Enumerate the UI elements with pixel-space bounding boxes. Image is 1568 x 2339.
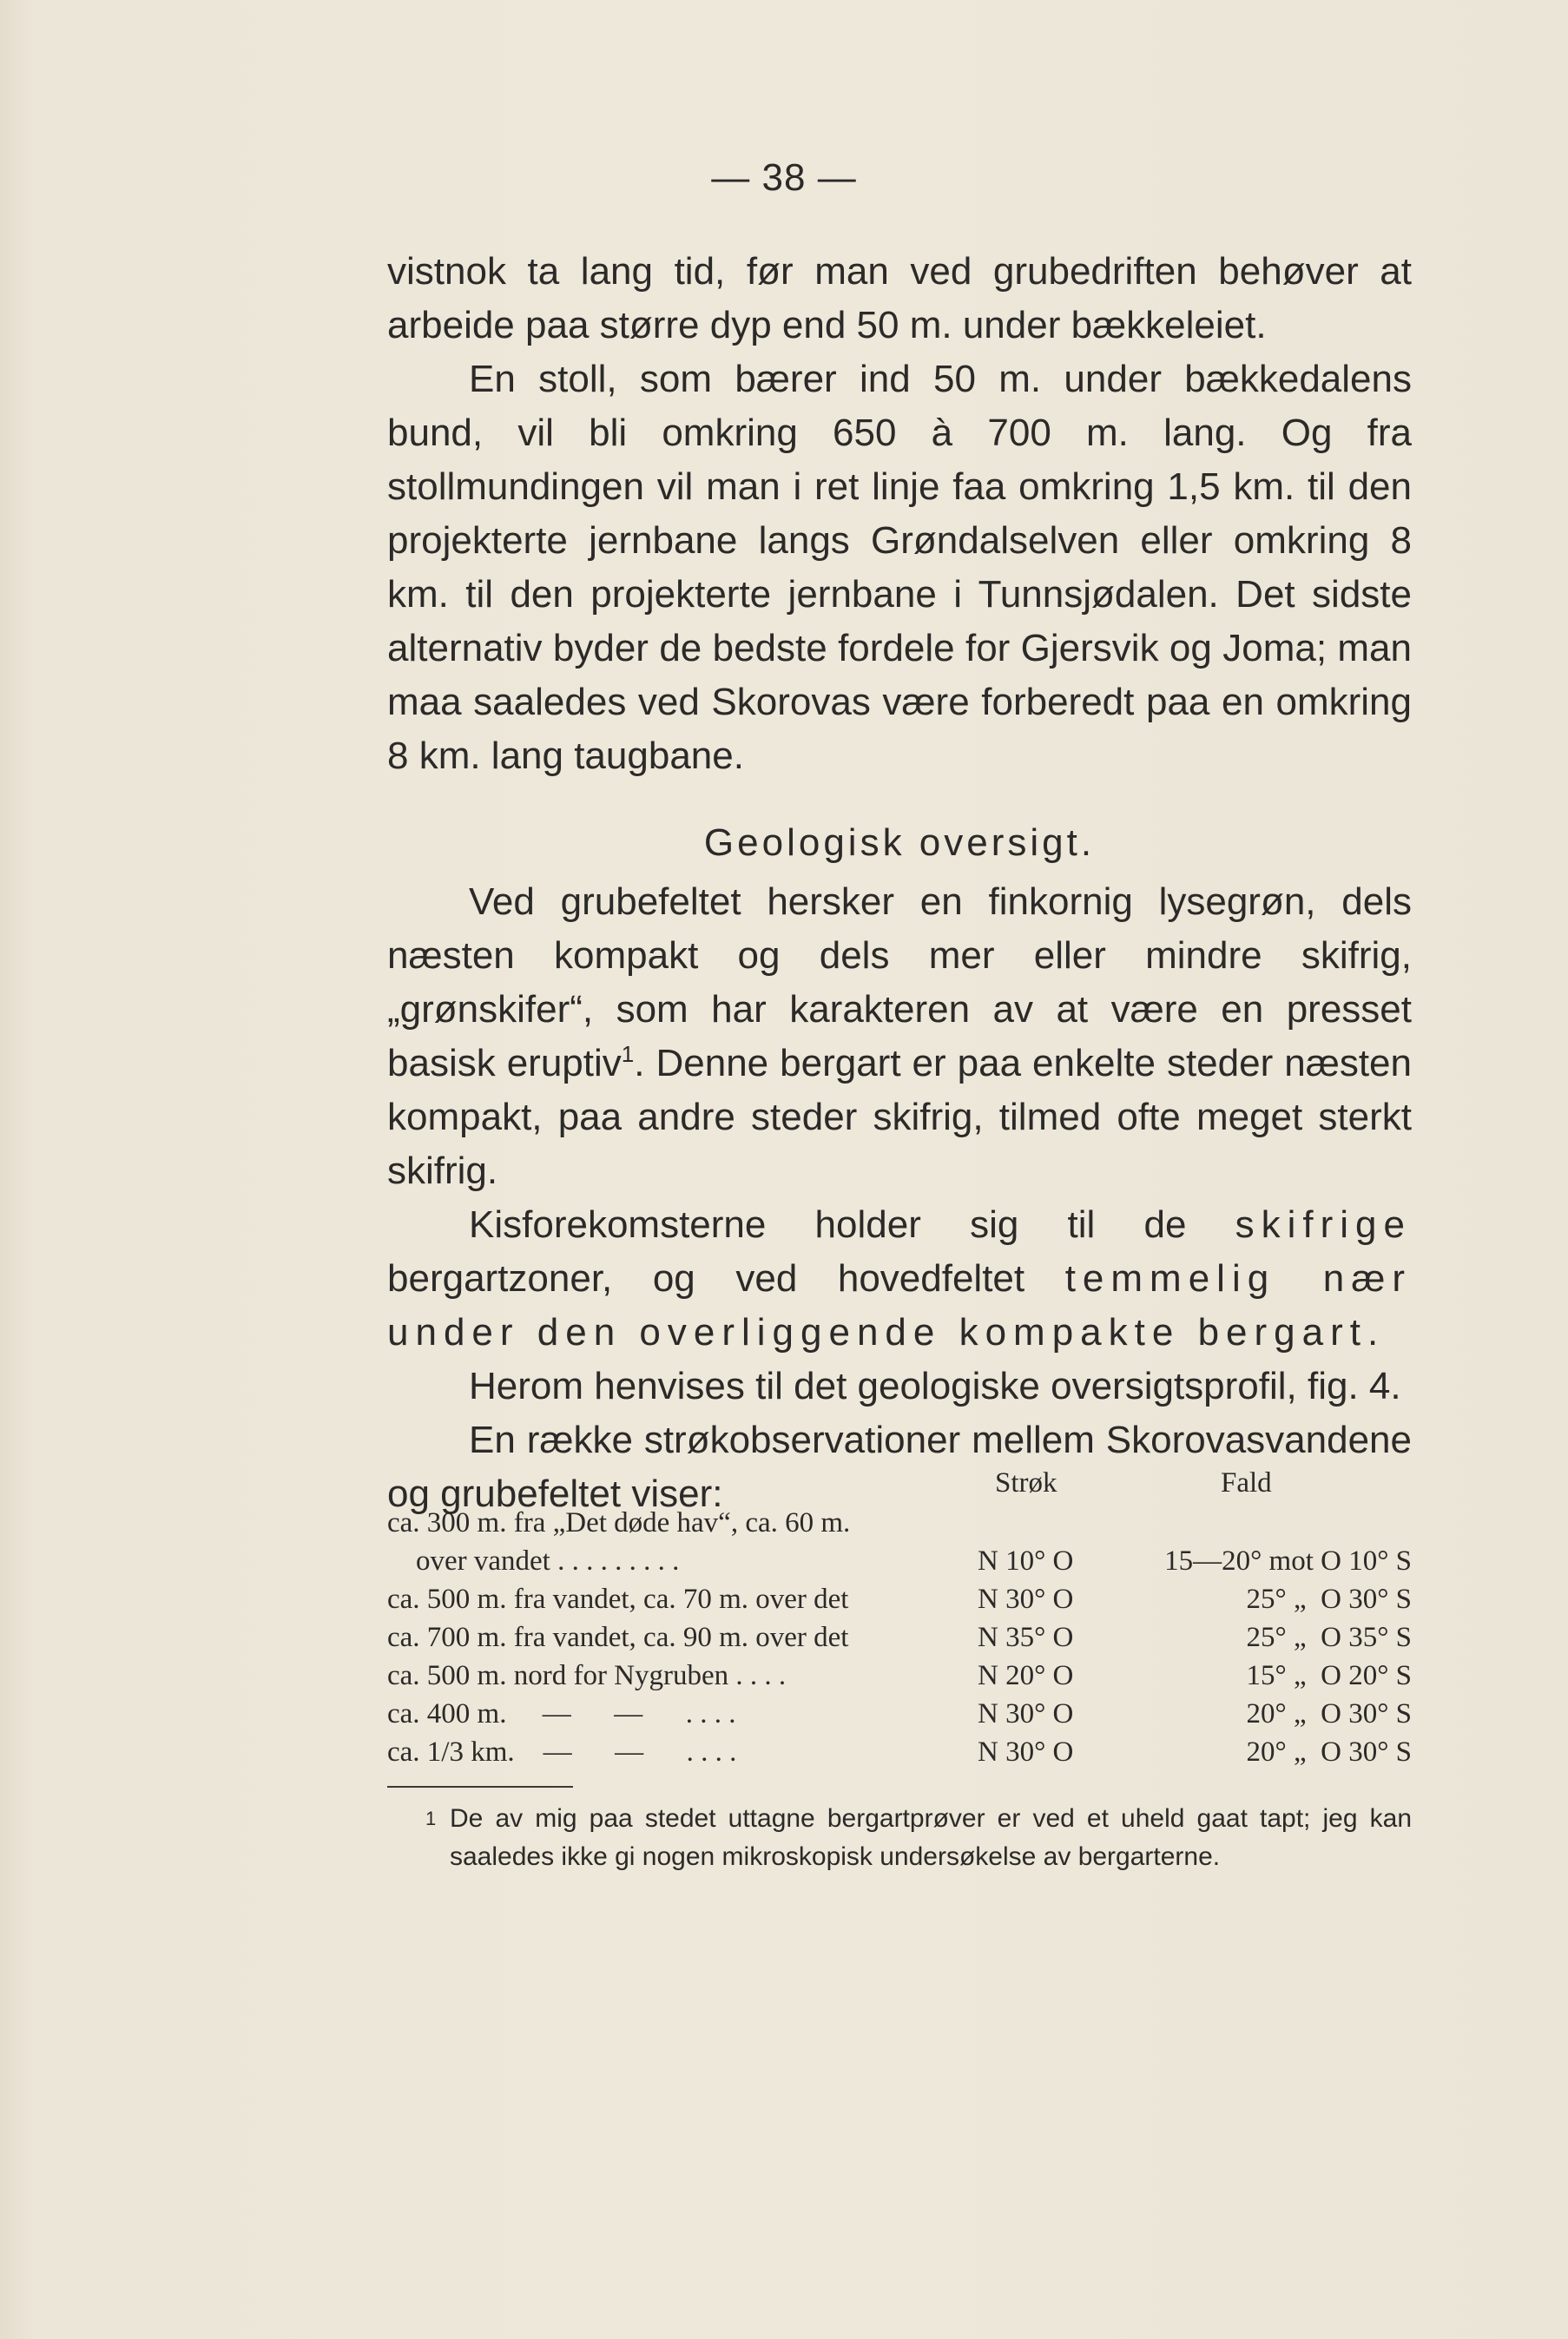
paragraph-2: En stoll, som bærer ind 50 m. under bækkedalens bund, vil bli omkring 650 à 700 m. lang. Og fra stollmundingen vil man i ret linje faa omkring 1,5 km. til den projekterte jernbane langs Grøndalselven eller omkring 8 km. til den projekterte jernbane i Tunnsjødalen. Det sidste alternativ byder de bedste fordele for Gjersvik og Joma; man maa saaledes ved Skorovas være forberedt paa en omkring 8 km. lang taugbane.	[387, 358, 1412, 777]
geology-section	[387, 816, 1412, 1521]
cell-strok: N 10° O	[978, 1545, 1074, 1577]
table-row	[387, 1736, 1412, 1775]
footnote	[387, 1800, 1412, 1876]
section-heading: Geologisk oversigt.	[703, 821, 1096, 864]
paragraph-1: vistnok ta lang tid, før man ved grubedriften behøver at arbeide paa større dyp end 50 m. under bækkeleiet.	[387, 250, 1412, 346]
geology-paragraph-3: Herom henvises til det geologiske oversigtsprofil, fig. 4.	[469, 1365, 1401, 1407]
cell-strok: N 30° O	[978, 1736, 1074, 1768]
cell-location: ca. 500 m. fra vandet, ca. 70 m. over det	[387, 1584, 849, 1615]
geo-p2-text-b: bergartzoner, og ved hovedfeltet	[387, 1257, 1065, 1300]
cell-fald: 15—20° mot O 10° S	[1164, 1545, 1412, 1577]
strike-observation-table	[387, 1467, 1412, 1775]
geology-paragraph-4: En række strøkobservationer mellem Skorovasvandene og grubefeltet viser:	[387, 1419, 1412, 1515]
cell-location: ca. 400 m. — — . . . .	[387, 1698, 736, 1730]
table-row	[387, 1507, 1412, 1545]
header-fald: Fald	[1221, 1467, 1272, 1499]
cell-strok: N 20° O	[978, 1660, 1074, 1691]
table-row	[387, 1584, 1412, 1622]
cell-strok: N 30° O	[978, 1584, 1074, 1615]
geo-p2-spaced-2: temmelig nær under den overliggende kompakte bergart	[387, 1257, 1413, 1354]
cell-location: ca. 700 m. fra vandet, ca. 90 m. over det	[387, 1622, 849, 1653]
table-row	[387, 1622, 1412, 1660]
cell-fald: 15° „ O 20° S	[1246, 1660, 1412, 1691]
page-number: — 38 —	[711, 156, 857, 199]
cell-location: ca. 1/3 km. — — . . . .	[387, 1736, 737, 1768]
footnote-reference: 1	[621, 1041, 635, 1067]
cell-location: over vandet . . . . . . . . .	[387, 1545, 680, 1577]
geology-paragraph-2	[387, 1198, 1412, 1360]
table-row	[387, 1698, 1412, 1736]
header-strok: Strøk	[995, 1467, 1057, 1499]
geo-p2-text-c: .	[1367, 1311, 1379, 1354]
geo-p2-spaced-1: skifrige	[1235, 1203, 1412, 1246]
cell-fald: 20° „ O 30° S	[1246, 1698, 1412, 1730]
geo-p1-text-a: Ved grubefeltet hersker en finkornig lysegrøn, dels næsten kompakt og dels mer eller mindre skifrig, „grønskifer“, som har karakteren av at være en presset basisk eruptiv	[387, 880, 1412, 1084]
geo-p2-text-a: Kisforekomsterne holder sig til de	[469, 1203, 1235, 1246]
intro-text	[387, 245, 1412, 783]
table-header	[387, 1467, 1412, 1507]
cell-fald: 25° „ O 35° S	[1246, 1622, 1412, 1653]
cell-fald: 20° „ O 30° S	[1246, 1736, 1412, 1768]
footnote-marker: 1	[425, 1808, 437, 1829]
cell-strok: N 30° O	[978, 1698, 1074, 1730]
cell-location: ca. 500 m. nord for Nygruben . . . .	[387, 1660, 787, 1691]
table-row	[387, 1660, 1412, 1698]
geology-paragraph-1	[387, 875, 1412, 1198]
footnote-text: De av mig paa stedet uttagne bergartprøver er ved et uheld gaat tapt; jeg kan saaledes ikke gi nogen mikroskopisk undersøkelse av bergarterne.	[450, 1804, 1412, 1871]
cell-strok: N 35° O	[978, 1622, 1074, 1653]
cell-location: ca. 300 m. fra „Det døde hav“, ca. 60 m.	[387, 1507, 851, 1538]
table-row	[387, 1545, 1412, 1584]
geo-p1-text-b: . Denne bergart er paa enkelte steder næsten kompakt, paa andre steder skifrig, tilmed ofte meget sterkt skifrig.	[387, 1042, 1412, 1192]
cell-fald: 25° „ O 30° S	[1246, 1584, 1412, 1615]
footnote-divider	[387, 1786, 573, 1788]
